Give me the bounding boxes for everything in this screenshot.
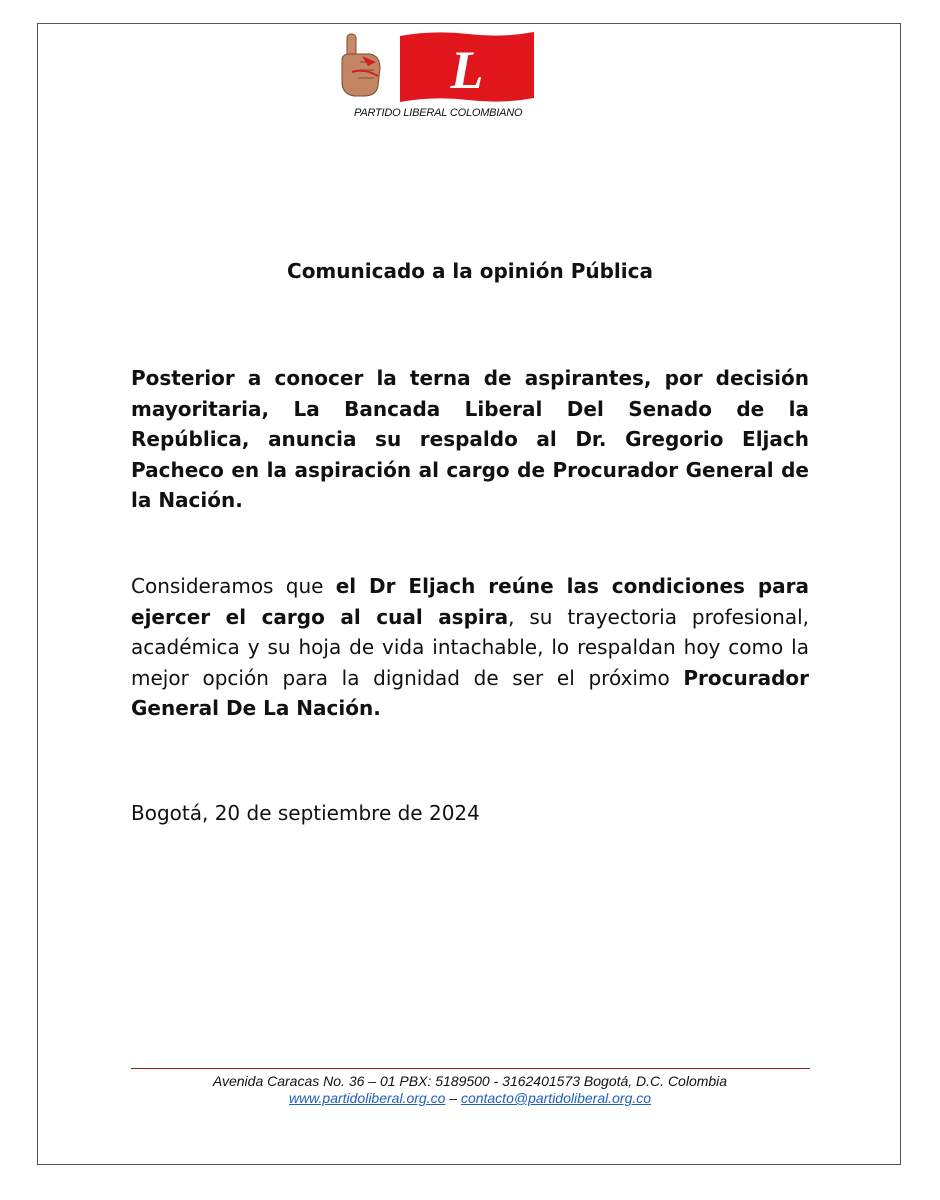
flag-icon xyxy=(400,32,534,102)
website-link[interactable]: www.partidoliberal.org.co xyxy=(288,1090,446,1106)
support-text-bold: Procurador General De La Nación. xyxy=(131,665,809,720)
hand-icon xyxy=(342,34,380,96)
statement-paragraph: Posterior a conocer la terna de aspirantes, por decisión mayoritaria, La Bancada Liberal Del Senado de la República, anuncia su respaldo al Dr. Gregorio Eljach Pacheco en la aspiración al cargo de Procurador General de la Nación. xyxy=(131,366,809,512)
footer xyxy=(0,1073,940,1107)
support-text: , su trayectoria profesional, académica y su hoja de vida intachable, lo respaldan hoy como la mejor opción para la dignidad de ser el próximo xyxy=(131,604,809,690)
footer-links xyxy=(0,1090,940,1107)
footer-address: Avenida Caracas No. 36 – 01 PBX: 5189500 - 3162401573 Bogotá, D.C. Colombia xyxy=(212,1073,728,1089)
footer-divider xyxy=(131,1068,810,1069)
page-title: Comunicado a la opinión Pública xyxy=(287,259,653,283)
footer-separator: – xyxy=(445,1090,461,1106)
support-text-bold: el Dr Eljach reúne las condiciones para ejercer el cargo al cual aspira xyxy=(131,574,809,629)
email-link[interactable]: contacto@partidoliberal.org.co xyxy=(460,1090,652,1106)
support-text: Consideramos que xyxy=(131,574,336,598)
support-paragraph xyxy=(131,571,809,724)
party-name: PARTIDO LIBERAL COLOMBIANO xyxy=(354,107,523,119)
date-line: Bogotá, 20 de septiembre de 2024 xyxy=(131,801,480,825)
logo-letter: L xyxy=(450,40,484,100)
